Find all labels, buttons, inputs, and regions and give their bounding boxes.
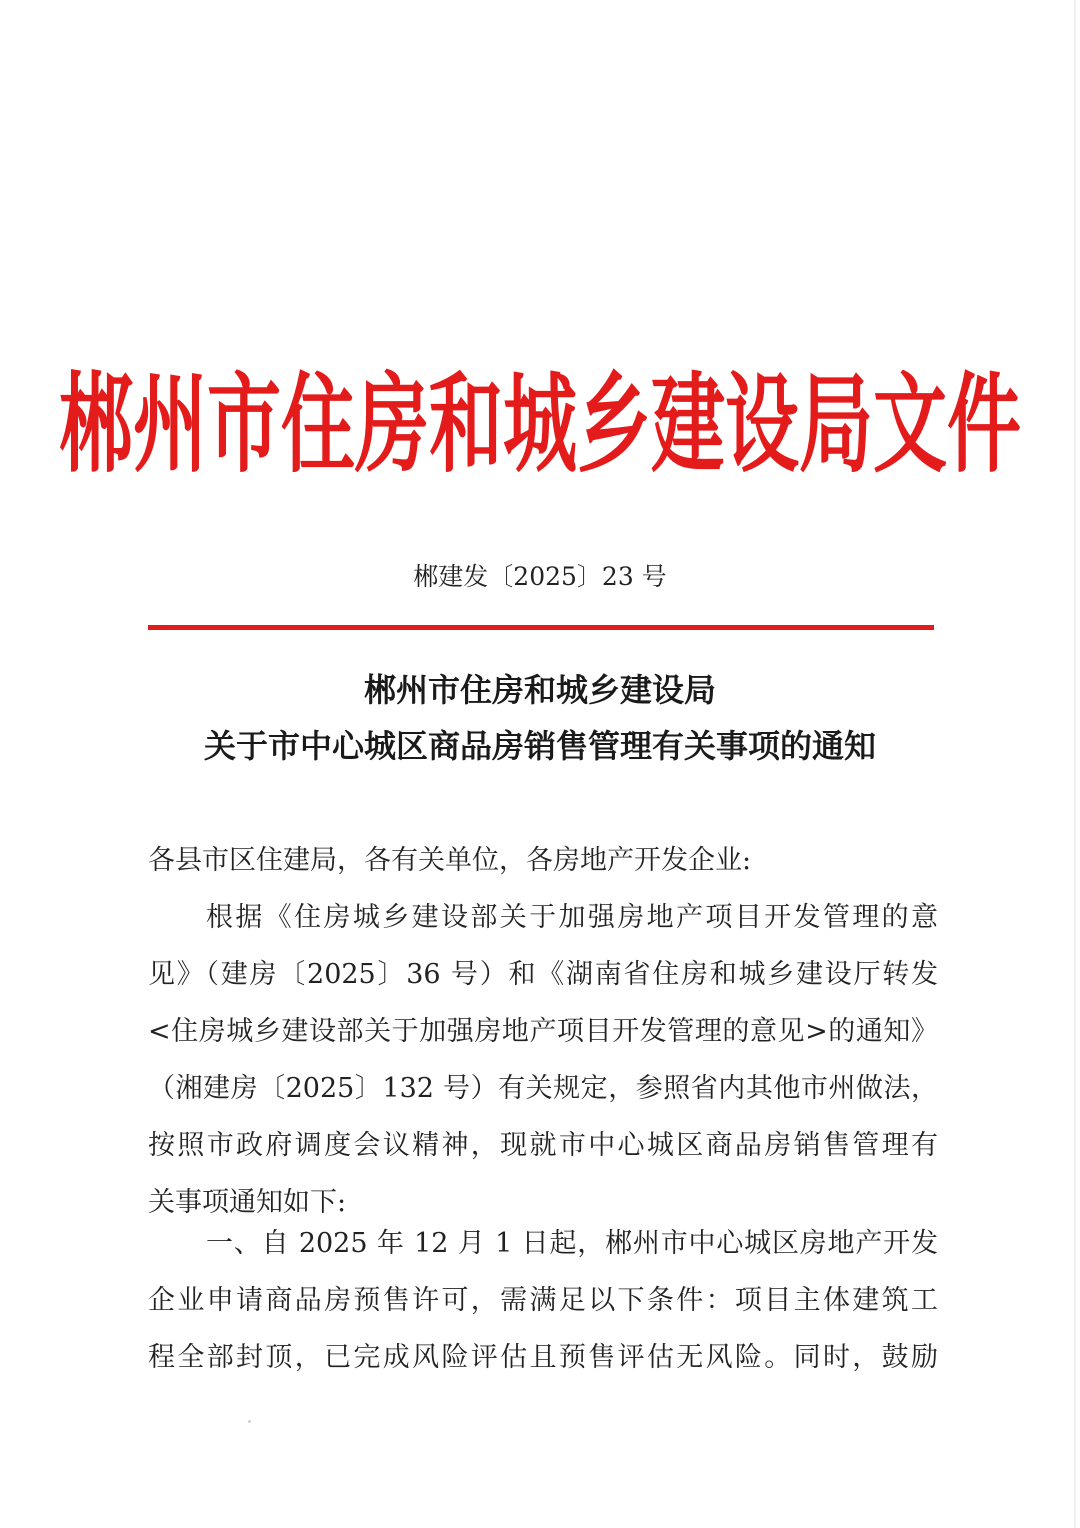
paragraph-line: 按照市政府调度会议精神，现就市中心城区商品房销售管理有 <box>148 1130 938 1161</box>
paragraph-line: <住房城乡建设部关于加强房地产项目开发管理的意见>的通知》 <box>148 1016 938 1047</box>
notice-title-line-1: 郴州市住房和城乡建设局 <box>363 671 716 709</box>
paragraph-line: 一、自 2025 年 12 月 1 日起，郴州市中心城区房地产开发 <box>206 1228 938 1259</box>
notice-title-line-2: 关于市中心城区商品房销售管理有关事项的通知 <box>203 727 876 765</box>
salutation <box>148 832 938 889</box>
masthead-text: 郴州市住房和城乡建设局文件 <box>59 362 1021 488</box>
document-number: 郴建发〔2025〕23 号 <box>413 562 667 591</box>
paragraph-line: 关事项通知如下: <box>148 1187 347 1218</box>
paragraph-line: 见》（建房〔2025〕36 号）和《湖南省住房和城乡建设厅转发 <box>148 959 938 990</box>
paragraph-line: 程全部封顶，已完成风险评估且预售评估无风险。同时，鼓励 <box>148 1342 938 1373</box>
salutation-line: 各县市区住建局，各有关单位，各房地产开发企业: <box>148 845 752 876</box>
red-separator-line <box>148 625 934 630</box>
paragraph-basis <box>148 889 938 1231</box>
paragraph-line: （湘建房〔2025〕132 号）有关规定，参照省内其他市州做法， <box>148 1073 938 1104</box>
scan-speck <box>248 1420 251 1423</box>
paragraph-line: 企业申请商品房预售许可，需满足以下条件：项目主体建筑工 <box>148 1285 938 1316</box>
paragraph-item-one <box>148 1215 938 1386</box>
paragraph-line: 根据《住房城乡建设部关于加强房地产项目开发管理的意 <box>206 902 938 933</box>
masthead-title <box>0 355 1080 495</box>
